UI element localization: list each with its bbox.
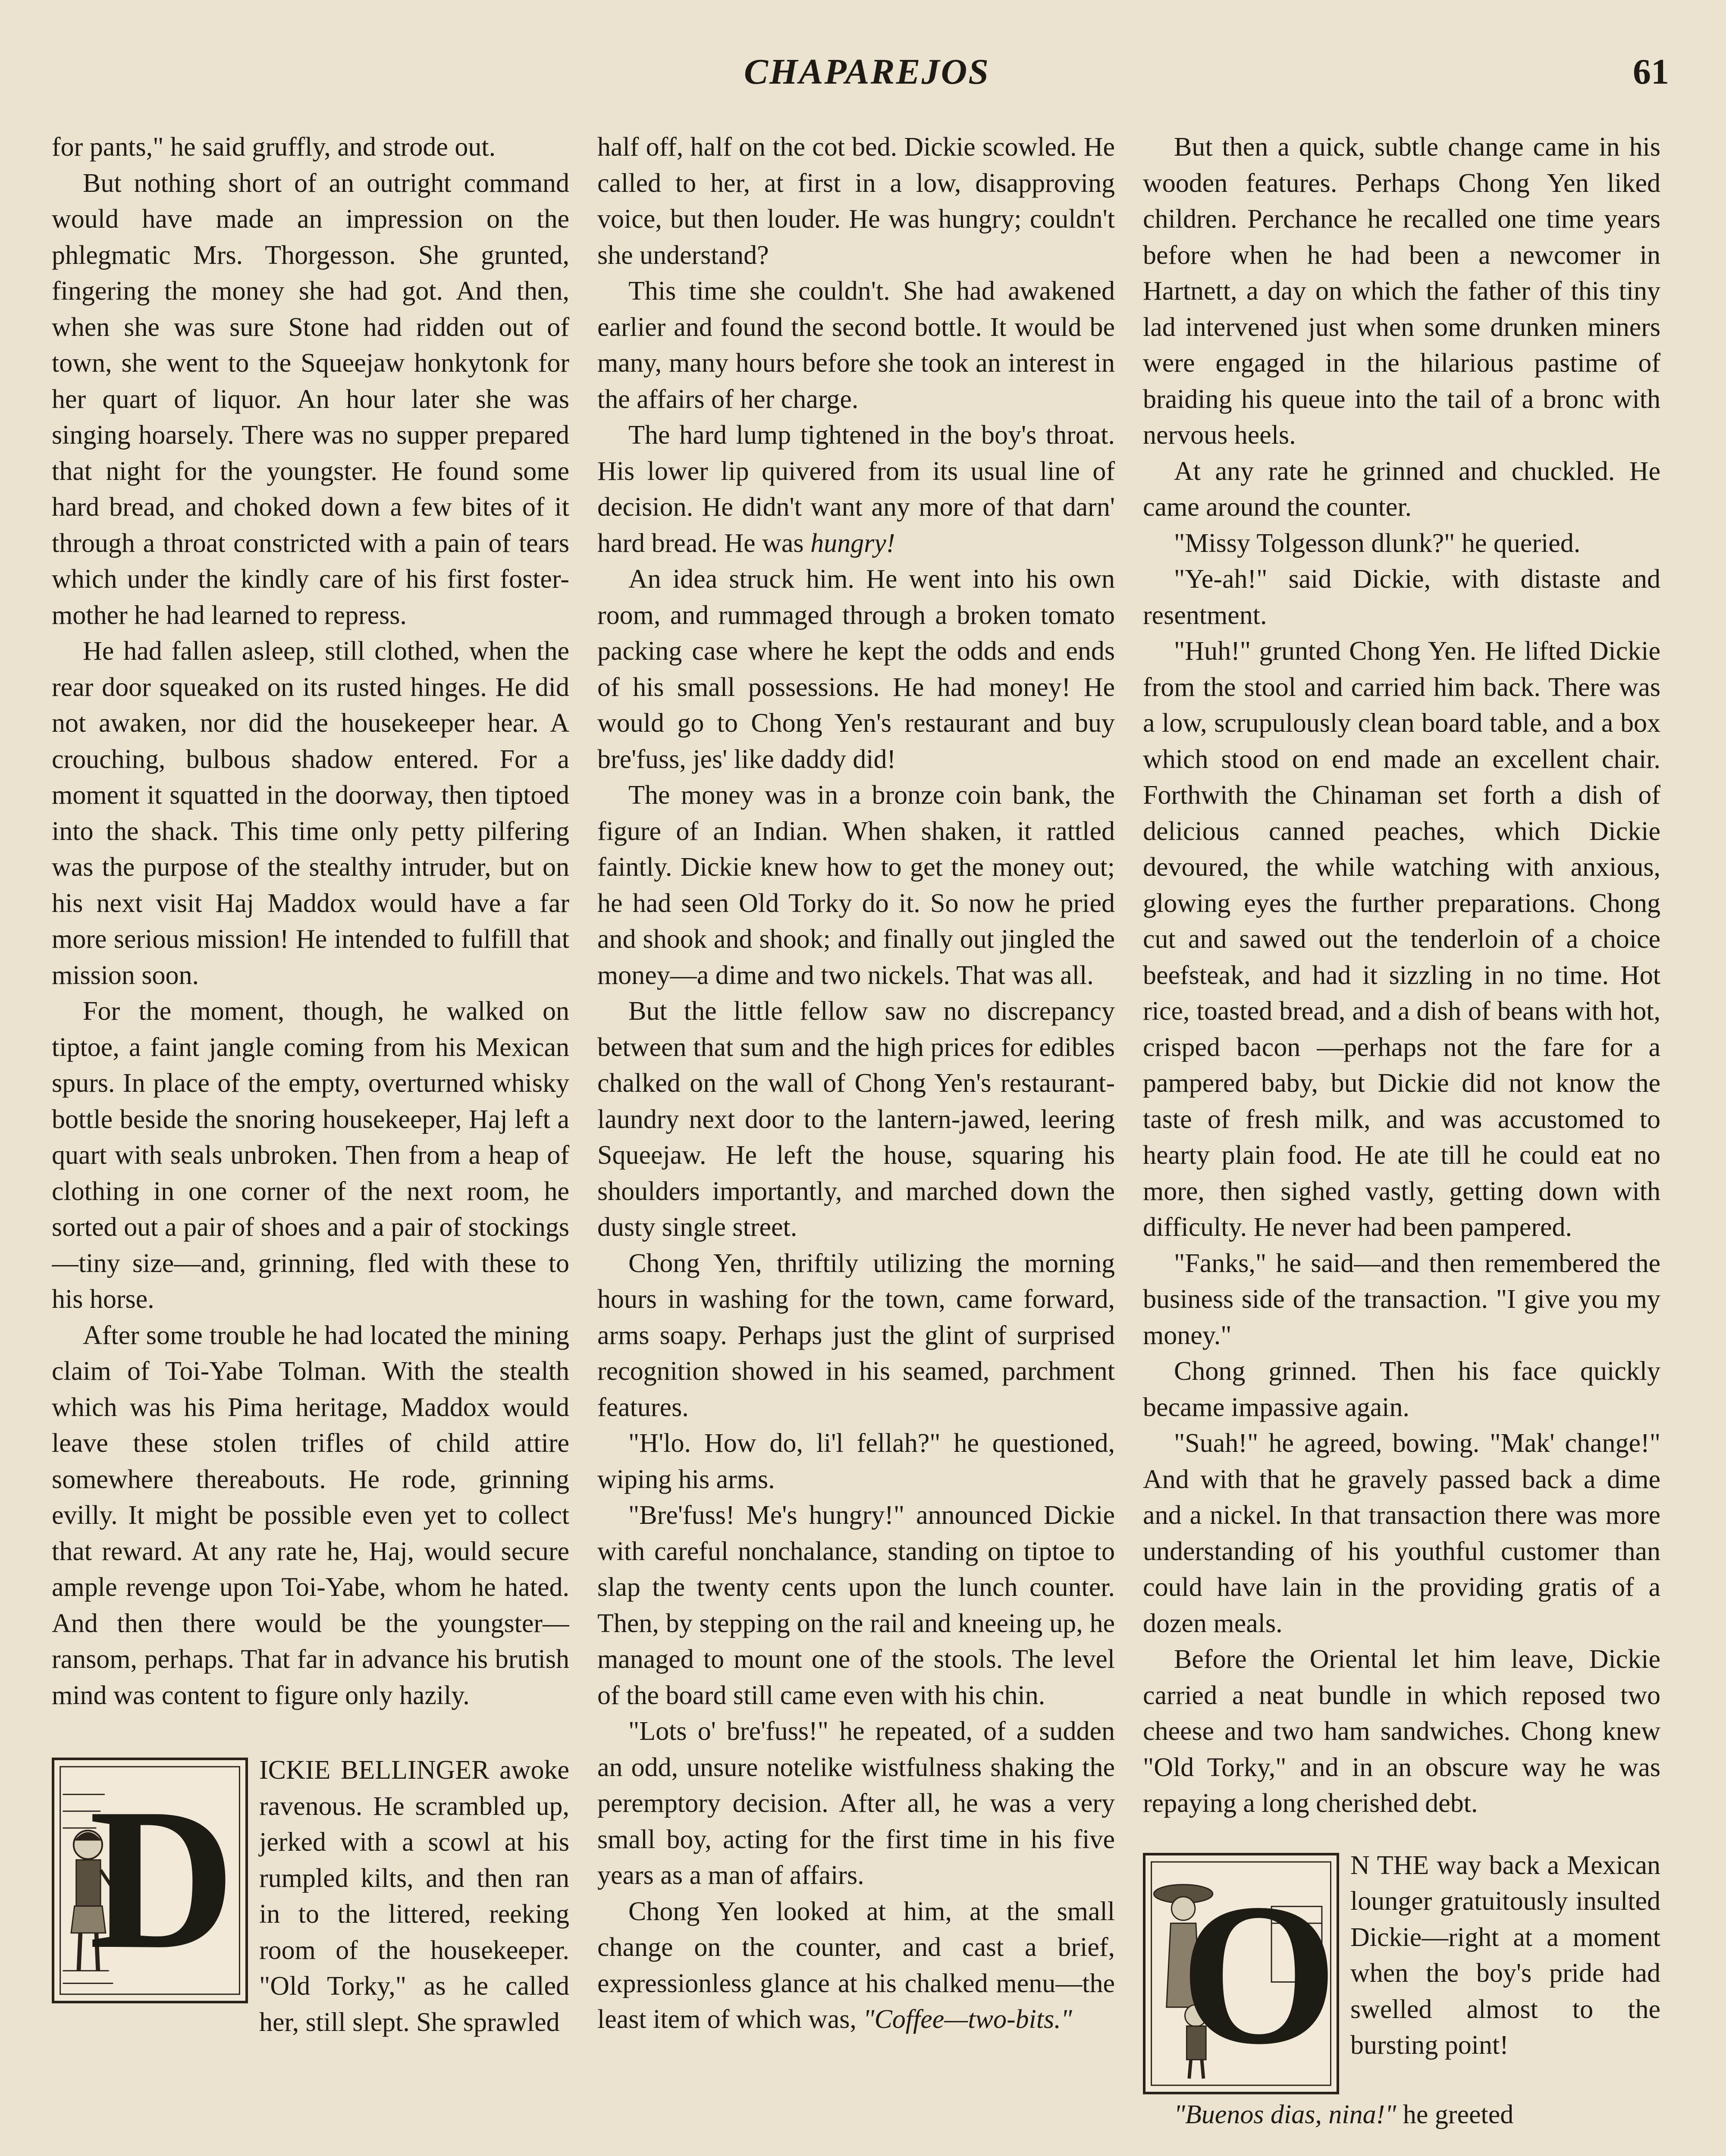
page-number: 61 [1633,52,1669,92]
paragraph: "Ye-ah!" said Dickie, with distaste and resentment. [1143,564,1660,630]
paragraph: An idea struck him. He went into his own room, and rummaged through a broken tomato packing case where he kept the odds and ends of his small possessions. He had money! He would go to Chong Yen's restaurant and buy bre'fuss, jes' like daddy did! [597,564,1115,774]
paragraph: Before the Oriental let him leave, Dickie carried a neat bundle in which reposed two cheese and two ham sandwiches. Chong knew "Old Torky," and in an obscure way he was repaying a long cherished debt. [1143,1645,1660,1818]
paragraph: "Suah!" he agreed, bowing. "Mak' change!" And with that he gravely passed back a dime and a nickel. In that transaction there was more understanding of his youthful customer than could have lain in the providing gratis of a dozen meals. [1143,1429,1660,1638]
paragraph: half off, half on the cot bed. Dickie scowled. He called to her, at first in a low, disapproving voice, but then louder. He was hungry; couldn't she understand? [597,132,1115,270]
paragraph: But nothing short of an outright command would have made an impression on the phlegmatic Mrs. Thorgesson. She grunted, fingering the money she had got. And then, when she was sure Stone had ridden out of town, she went to the Squeejaw honkytonk for her quart of liquor. An hour later she was singing hoarsely. There was no supper prepared that night for the youngster. He found some hard bread, and choked down a few bites of it through a throat constricted with a pain of tears which under the kindly care of his first foster-mother he had learned to repress. [52,168,569,630]
emphasis: hungry! [810,528,895,558]
paragraph: Chong grinned. Then his face quickly became impassive again. [1143,1357,1660,1422]
paragraph [597,1894,1115,2038]
paragraph: N THE way back a Mexican lounger gratuitously insulted Dickie—right at a moment when the boy's pride had swelled almost to the bursting point! [1350,1850,1660,2060]
paragraph: At any rate he grinned and chuckled. He came around the counter. [1143,456,1660,522]
paragraph: "Fanks," he said—and then remembered the business side of the transaction. "I give you my money." [1143,1248,1660,1350]
text-column-3 [1143,129,1660,2156]
running-title: CHAPAREJOS [744,52,990,92]
text-column-1 [52,129,569,2156]
section-opening [52,1752,569,2040]
paragraph: The money was in a bronze coin bank, the figure of an Indian. When shaken, it rattled faintly. Dickie knew how to get the money out; he had seen Old Torky do it. So now he pried and shook and shook; and finally out jingled the money—a dime and two nickels. That was all. [597,780,1115,990]
dropcap-letter: O [1180,1861,1338,2086]
paragraph: This time she couldn't. She had awakened earlier and found the second bottle. It would be many, many hours before she took an interest in the affairs of her charge. [597,276,1115,414]
paragraph-text: Chong Yen looked at him, at the small change on the counter, and cast a brief, expressionless glance at his chalked menu—the least item of which was, [597,1896,1115,2034]
paragraph: But the little fellow saw no discrepancy between that sum and the high prices for edibles chalked on the wall of Chong Yen's restaurant-laundry next door to the lantern-jawed, leering Squeejaw. He left the house, squaring his shoulders importantly, and marched down the dusty single street. [597,997,1115,1242]
paragraph: "H'lo. How do, li'l fellah?" he questioned, wiping his arms. [597,1429,1115,1494]
paragraph [597,417,1115,561]
dropcap-illustration-town [1143,1853,1339,2094]
paragraph: "Bre'fuss! Me's hungry!" announced Dickie with careful nonchalance, standing on tiptoe to slap the twenty cents upon the lunch counter. Then, by stepping on the rail and kneeing up, he managed to mount one of the stools. The level of the board still came even with his chin. [597,1501,1115,1710]
paragraph-text: The hard lump tightened in the boy's throat. His lower lip quivered from its usual line of decision. He didn't want any more of that darn' hard bread. He was [597,420,1115,558]
paragraph: "Huh!" grunted Chong Yen. He lifted Dickie from the stool and carried him back. There was a low, scrupulously clean board table, and a box which stood on end made an excellent chair. Forthwith the Chinaman set forth a dish of delicious canned peaches, which Dickie devoured, the while watching with anxious, glowing eyes the further preparations. Chong cut and sawed out the tenderloin of a choice beefsteak, and had it sizzling in no time. Hot rice, toasted bread, and a dish of beans with hot, crisped bacon —perhaps not the fare for a pampered baby, but Dickie did not know the taste of fresh milk, and was accustomed to hearty plain food. He ate till he could eat no more, then sighed vastly, getting down with difficulty. He never had been pampered. [1143,636,1660,1242]
paragraph: for pants," he said gruffly, and strode out. [52,132,496,162]
paragraph-text: he greeted [1396,2100,1514,2129]
paragraph: For the moment, though, he walked on tiptoe, a faint jangle coming from his Mexican spurs. In place of the empty, overturned whisky bottle beside the snoring housekeeper, Haj left a quart with seals unbroken. Then from a heap of clothing in one corner of the next room, he sorted out a pair of shoes and a pair of stockings—tiny size—and, grinning, fled with these to his horse. [52,997,569,1314]
dropcap-illustration-boy [52,1758,248,2003]
paragraph: After some trouble he had located the mining claim of Toi-Yabe Tolman. With the stealth which was his Pima heritage, Maddox would leave these stolen trifles of child attire somewhere thereabouts. He rode, grinning evilly. It might be possible even yet to collect that reward. At any rate he, Haj, would secure ample revenge upon Toi-Yabe, whom he hated. And then there would be the youngster—ransom, perhaps. That far in advance his brutish mind was content to figure only hazily. [52,1320,569,1710]
paragraph: He had fallen asleep, still clothed, when the rear door squeaked on its rusted hinges. He did not awaken, nor did the housekeeper hear. A crouching, bulbous shadow entered. For a moment it squatted in the doorway, then tiptoed into the shack. This time only petty pilfering was the purpose of the stealthy intruder, but on his next visit Haj Maddox would have a far more serious mission! He intended to fulfill that mission soon. [52,636,569,990]
text-column-2 [597,129,1115,2156]
paragraph: "Lots o' bre'fuss!" he repeated, of a sudden an odd, unsure notelike wistfulness shaking the peremptory decision. After all, he was a very small boy, acting for the first time in his five years as a man of affairs. [597,1717,1115,1890]
paragraph: But then a quick, subtle change came in his wooden features. Perhaps Chong Yen liked children. Perchance he recalled one time years before when he had been a newcomer in Hartnett, a day on which the father of this tiny lad intervened just when some drunken miners were engaged in the hilarious pastime of braiding his queue into the tail of a bronc with nervous heels. [1143,132,1660,450]
emphasis: "Coffee—two-bits." [863,2005,1072,2034]
paragraph: Chong Yen, thriftily utilizing the morning hours in washing for the town, came forward, arms soapy. Perhaps just the glint of surprised recognition showed in his seamed, parchment features. [597,1248,1115,1422]
dropcap-letter: D [89,1766,235,1991]
emphasis: "Buenos dias, nina!" [1174,2100,1396,2129]
paragraph [1143,2097,1660,2133]
paragraph: ICKIE BELLINGER awoke ravenous. He scrambled up, jerked with a scowl at his rumpled kilts, and then ran in to the littered, reeking room of the housekeeper. "Old Torky," as he called her, still slept. She sprawled [259,1755,569,2037]
paragraph: "Missy Tolgesson dlunk?" he queried. [1174,528,1581,558]
section-opening [1143,1848,1660,2097]
